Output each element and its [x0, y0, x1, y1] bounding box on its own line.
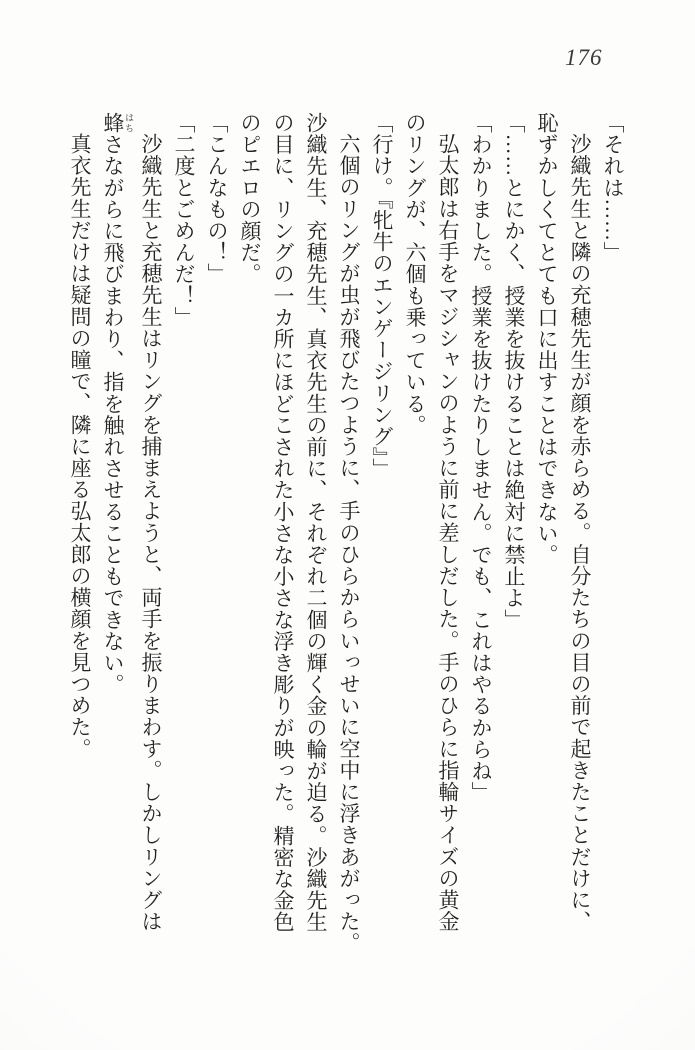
text-line: 六個のリングが虫が飛びたつように、手のひらからいっせいに空中に浮きあがった。: [337, 133, 361, 954]
text-line: 「こんなもの！」: [205, 112, 229, 285]
text-line: 「行け。『牝牛のエンゲージリング』」: [370, 112, 394, 480]
text-line: 「それは……」: [601, 112, 625, 264]
text-line: のピエロの顔だ。: [238, 112, 262, 285]
text-line: 沙織先生と充穂先生はリングを捕まえようと、両手を振りまわす。しかしリングは: [139, 133, 163, 933]
text-line: 真衣先生だけは疑問の瞳で、隣に座る弘太郎の横顔を見つめた。: [68, 133, 92, 760]
text-line: 「わかりました。授業を抜けたりしません。でも、これはやるからね」: [469, 112, 493, 804]
text-line: 蜂 はちさながらに飛びまわり、指を触れさせることもできない。: [101, 112, 134, 696]
text-line: 沙織先生と隣の充穂先生が顔を赤らめる。自分たちの目の前で起きたことだけに、: [568, 133, 592, 933]
text-line: 「……とにかく、授業を抜けることは絶対に禁止よ」: [502, 112, 526, 631]
text-line: 弘太郎は右手をマジシャンのように前に差しだした。手のひらに指輪サイズの黄金: [436, 133, 460, 933]
text-line: の目に、リングの一カ所にほどこされた小さな小さな浮き彫りが映った。精密な金色: [271, 112, 295, 933]
text-columns: [63, 112, 629, 954]
text-line: 恥ずかしくてとても口に出すことはできない。: [535, 112, 559, 566]
page-number: 176: [565, 45, 603, 70]
text-line: 沙織先生、充穂先生、真衣先生の前に、それぞれ二個の輝く金の輪が迫る。沙織先生: [304, 112, 328, 933]
text-line: 「二度とごめんだ！」: [172, 112, 196, 328]
text-line: のリングが、六個も乗っている。: [403, 112, 427, 436]
